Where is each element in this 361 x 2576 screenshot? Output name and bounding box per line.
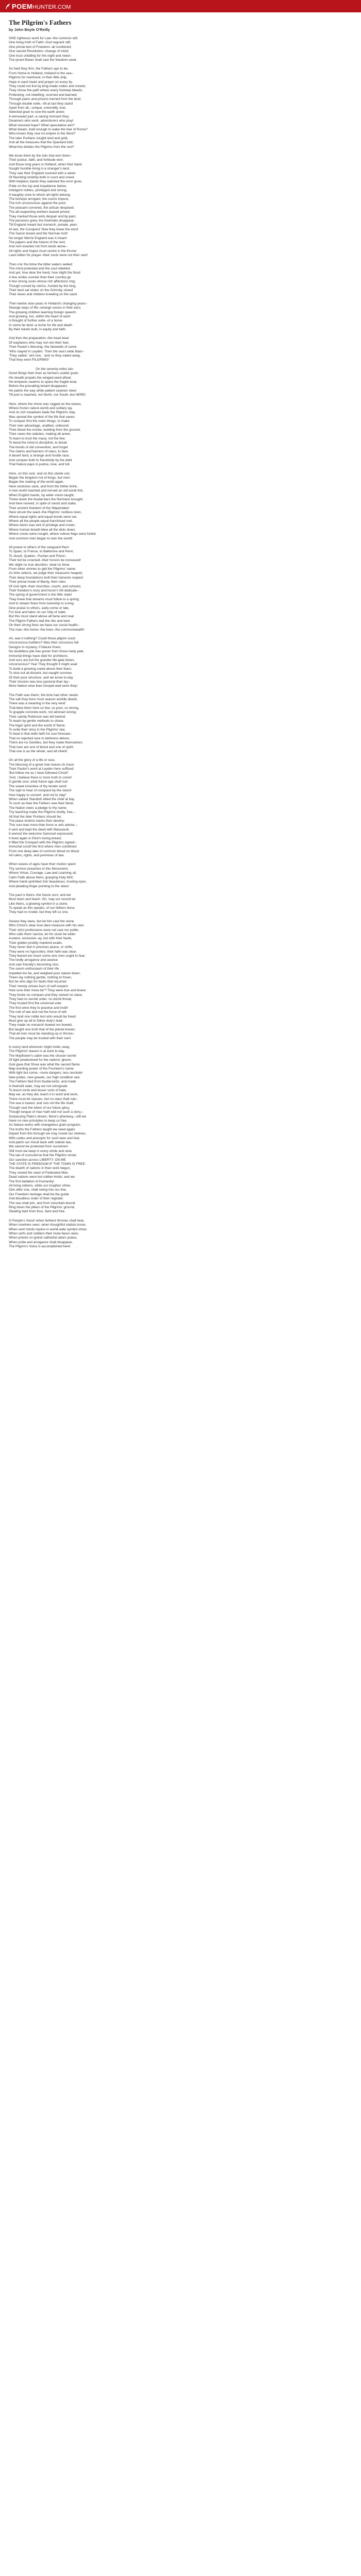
poem-line: Though cursed by clerics, hunted by the king, xyxy=(9,284,76,288)
poem-line: The sweet incentive of thy tender word: xyxy=(9,784,68,788)
poem-line: The growing children learning foreign speech; xyxy=(9,310,77,314)
poem-line: Pilgrims for manhood, in their little ship, xyxy=(9,76,68,80)
poem-line: Surpassing Plato's dream, More's phantasy,--still we xyxy=(9,1114,87,1118)
poem-line: To bend the mind to discipline; to break xyxy=(9,441,67,445)
poem-line: ONE righteous word for Law--the common will; xyxy=(9,37,78,40)
poem-line: To learn to trust the many, not the few; xyxy=(9,436,66,440)
poem-line: Give praise to others, early-come or late, xyxy=(9,606,70,610)
poem-line: To conquer first the outer things; to make xyxy=(9,419,70,423)
poem-line: That blew them here so few, so poor, so strong, xyxy=(9,706,79,710)
poem-line: The later Puritans sought land and gold, xyxy=(9,136,69,140)
poem-line: Where human breath blew all the idols down; xyxy=(9,528,76,532)
poem-stanza xyxy=(9,472,352,541)
poem-line: Protesting, not rebelling; scorned and banned; xyxy=(9,93,77,97)
poem-line: And rent exacted not from lands alone-- xyxy=(9,245,68,249)
poem-stanza xyxy=(9,402,352,467)
poem-line: All rulers, rights, and premises of law. xyxy=(9,854,64,858)
poem-line: Dead nations were but robber-holds; and we xyxy=(9,1175,75,1179)
poem-line: They trusted first the universal vote; xyxy=(9,1002,62,1006)
poem-line: From other shrines to gild the Pilgrims' name: xyxy=(9,567,76,571)
poem-line: What visioned hope? What speculative aim? xyxy=(9,123,75,127)
poem-line: Till port is reached, not North, nor South, but HERE! xyxy=(9,393,86,397)
poem-line: The claims and barriers of class; to face xyxy=(9,449,68,453)
poem-line: Of light predestined for the nations' gloom; xyxy=(9,1058,72,1062)
poem-line: Pride on the top and impatience below; xyxy=(9,184,67,188)
poem-line: When English hands, by wider vision taught, xyxy=(9,493,75,497)
poem-line: We know them by the toils that won them-- xyxy=(9,154,72,158)
poem-line: The rich unconscious against the poor; xyxy=(9,201,67,206)
poem-line: That no rejected race in darkness delves; xyxy=(9,736,70,740)
poem-line: The tyrant-flower shall cast the freedom-seed. xyxy=(9,58,77,62)
poem-line: Their mission was less pastoral than lay-- xyxy=(9,680,71,684)
poem-line: No doubtless pile has grown from those lowly pale, xyxy=(9,650,85,654)
poem-line: Their saintly Robinson was left behind xyxy=(9,715,65,719)
poem-line: 'But follow me as I have followed Christ!' xyxy=(9,771,69,775)
poem-line: The Pilgrim Fathers laid the ribs and keel. xyxy=(9,619,71,623)
poem-line: And conquer both to friendship by the debt xyxy=(9,458,72,462)
poem-line: To build a growing creed above their fears; xyxy=(9,667,72,671)
poem-line: A haughty crew to whom all rights belong; xyxy=(9,193,71,197)
poem-line: His breath propels the winged-seed afloat; xyxy=(9,376,72,380)
poem-line: They never lied in precious peace, or strife; xyxy=(9,945,73,950)
poem-stanza xyxy=(9,263,352,297)
poem-line: For love and labor on our ship of state; xyxy=(9,610,67,614)
poem-line: Who calls them narrow, let his stuck be wider xyxy=(9,932,76,936)
poem-line: The Mayflower's cabin was the chosen womb xyxy=(9,1054,76,1058)
poem-line: Threw down the feudal bars the Normans brought, xyxy=(9,497,84,501)
poem-line: The sigh to hear of conquest by the sword xyxy=(9,789,72,793)
poem-stanza xyxy=(9,693,352,754)
site-logo[interactable] xyxy=(5,3,71,10)
poem-line: As Nature works with changeless grain program, xyxy=(9,1123,81,1127)
poem-line: Selected grain to sow the earth anew; xyxy=(9,110,65,114)
poem-line: Apart from all,--unique, unworldly, true, xyxy=(9,106,67,110)
poem-line: Then o'er the brine the bitter waters welled: xyxy=(9,262,73,266)
poem-line: To grapple concrete work, not abstract wrong; xyxy=(9,710,77,715)
author-link[interactable]: by John Boyle O'Reilly xyxy=(9,27,50,32)
poem-line: Through pains and prisons harried from the land; xyxy=(9,97,81,101)
logo-text-suffix: HUNTER.COM xyxy=(32,4,71,10)
poem-line: Where doom was writ of privilege and crown; xyxy=(9,523,76,528)
poem-line: God gave that Show was what the sacred flame xyxy=(9,1062,80,1066)
poem-line: Began the kingdom not of kings, but men: xyxy=(9,476,71,480)
poem-body xyxy=(9,37,352,1249)
poem-line: To write their story in the Pilgrims' law, xyxy=(9,727,65,732)
poem-line: Impelled too far, and weighed poor nature down; xyxy=(9,971,81,975)
poem-line: Have no new principles to keep us free. xyxy=(9,1118,68,1123)
poem-line: Their ancient freedom of the Wapentake! xyxy=(9,506,70,510)
poem-line: With codes and precepts for such laws and fear, xyxy=(9,1136,80,1140)
poem-line: One primal test of Freedom--all combined; xyxy=(9,45,72,49)
poem-line: They sowed the seed of Federated Man. xyxy=(9,1171,69,1175)
poem-line: Designs in mystery, if Nature frown, xyxy=(9,645,62,649)
poem-line: The bonds of old convention, and forget xyxy=(9,445,68,449)
poem-line: They knew that streams must follow to a spring; xyxy=(9,597,80,601)
poem-line: The Nation owes a pledge to thy name; xyxy=(9,806,68,810)
poem-line: One trust unfailing for the night and need-- xyxy=(9,54,72,58)
poem-line: Of civil right--their churches, courts, and schools; xyxy=(9,584,81,588)
poem-line: Thy teaching made the Pilgrims kindly, free,-- xyxy=(9,810,76,815)
poem-line: Here struck the seed--the Pilgrims' roofless town, xyxy=(9,511,82,515)
poem-line: Severe they were, but let him cast the stone xyxy=(9,919,74,923)
poem-line: A few smiles sunnier than their country-go xyxy=(9,275,71,279)
poem-title: The Pilgrim's Fathers xyxy=(9,19,72,26)
poem-line: Before the prevailing tenant disappears xyxy=(9,384,68,388)
poem-line: Their land sat stolen on the Grimsby strand xyxy=(9,289,73,293)
poem-line: All that the later Puritans should be; xyxy=(9,815,62,819)
poem-line: In some far land--a home for life and death xyxy=(9,323,72,327)
poem-line: Their deep foundations built their harvests reaped; xyxy=(9,575,84,580)
poem-line: The blessing of a great man leaves its trace; xyxy=(9,762,75,767)
poem-stanza xyxy=(9,546,352,632)
poem-line: All praise to others of the vanguard then! xyxy=(9,545,70,549)
poem-line: But taught one truth that of the planet known, xyxy=(9,1027,76,1031)
poem-line: They had no servile order, no dumb throat; xyxy=(9,997,72,1002)
poem-line: On the seventy-miles lain xyxy=(36,367,73,371)
feather-icon xyxy=(5,3,11,10)
poem-line: Who Christ's clear love dare measure with his own. xyxy=(9,924,85,928)
poem-line: To such as thee the Fathers owe their fame; xyxy=(9,802,74,806)
poem-line: The bigot spirit and the world of flame; xyxy=(9,723,66,727)
poem-line: Theirs lay nothing gentle, nothing to frown, xyxy=(9,976,72,980)
poem-line: Where Virtue, Courage, Law and Learning sit; xyxy=(9,871,77,875)
poem-line: Hope in each heart and prayer on every lip. xyxy=(9,80,73,84)
poem-stanza xyxy=(9,920,352,1041)
poem-line: Their Pastor's blessing--the farewells of some xyxy=(9,345,77,349)
poem-line: A desert land, a strange and hostile race, xyxy=(9,454,70,458)
poem-line: The Pilgrims' leaven is at work to-day. xyxy=(9,1049,65,1054)
poem-line: Ring down the pillars of the Pilgrims' ground, xyxy=(9,1206,75,1210)
poem-line: Their toil be crowned--their honors be increased! xyxy=(9,558,81,563)
poem-author xyxy=(9,27,352,32)
poem-line: The mind protested and the soul rebelled; xyxy=(9,266,71,270)
poem-line: Their cares the statutes, making all anew; xyxy=(9,432,71,436)
poem-line: When sent minds rejoice in world-wide symbol show; xyxy=(9,1227,88,1231)
poem-line: Their merely virtues burn of self-respect xyxy=(9,984,68,988)
poem-line: THE STATE IS FREEDOM IF THE TOWN IS FREE. xyxy=(9,1162,86,1166)
poem-line: Their wives and children kneeling on the sand. xyxy=(9,293,78,297)
poem-line: They could not live by king-made codes and creeds; xyxy=(9,84,86,88)
poem-line: To beat in that wide faith his soul foresaw-- xyxy=(9,732,72,736)
poem-line: Unconscious? Yea! They thought it might avail xyxy=(9,663,77,667)
poem-line: Map-wording power of the Fourteen's name: xyxy=(9,1067,75,1071)
poem-line: That one is as the whole, and all inherit. xyxy=(9,749,68,753)
poem-line: New prides, new greeds, our high condition see; xyxy=(9,1075,80,1079)
poem-line: And growing, too, within the heart of each xyxy=(9,314,71,318)
poem-stanza xyxy=(9,862,352,888)
poem-line: Thy sermon preaches in this Monument, xyxy=(9,867,69,871)
poem-line: Our sanction across LIBERTY, ON ME xyxy=(9,1158,66,1162)
poem-line: So held they firm, the Fathers aye to be, xyxy=(9,67,69,71)
poem-line: It earned the welcome Samoset expressed; xyxy=(9,832,74,836)
site-header xyxy=(0,0,361,12)
poem-line: To shut out all dissent, but naught survives xyxy=(9,671,72,675)
poem-line: To Jesuit, Quaker,--Puritan and Priest-- xyxy=(9,554,67,558)
poem-line: Their Pastor's word at Leyden here sufficed: xyxy=(9,767,74,771)
poem-line: To Spain, to France, to Baltimore and Penn; xyxy=(9,550,74,554)
poem-line: The first battalion of Humanity! xyxy=(9,1179,55,1183)
poem-line: How happy to convert, and not to slay!' xyxy=(9,793,67,797)
poem-line: The sworn enthusiasm of their life xyxy=(9,967,59,971)
poem-line: One sacred Revolution--change of mind; xyxy=(9,49,69,54)
poem-line: It filled the Compact with the Pilgrims signed-- xyxy=(9,840,77,844)
poem-line: They land one noble test who would be freed: xyxy=(9,1014,77,1019)
poem-line: We slight no true devotion, steal no fame xyxy=(9,563,70,567)
poem-line: They made no monarch bowed nor bowed, xyxy=(9,1023,73,1027)
poem-line: The peasant cornered, the artisan despised; xyxy=(9,206,75,210)
poem-line: 'Who stayed in Leyden. Then the sea's wide blast-- xyxy=(9,349,85,353)
poem-line: Their strict professions were not cast nor polite; xyxy=(9,928,79,932)
poem-line: There must be classes, but no class thall rule-- xyxy=(9,1097,78,1101)
poem-line: One living truth of Faith--God regnant still; xyxy=(9,41,71,45)
poem-line: By their hands built, in equity and faith. xyxy=(9,328,67,332)
poem-line: Still must we keep in every stride and wise xyxy=(9,1149,72,1153)
poem-line: It sent and kept the deed with Massasoit; xyxy=(9,827,70,832)
poem-line: And common men began to own the world! xyxy=(9,536,73,540)
poem-line: The lordly arrogance and avarice xyxy=(9,958,58,962)
poem-line: The rule of law and not the force of will; xyxy=(9,1010,68,1014)
poem-line: Immortal things have died for architects; xyxy=(9,654,69,658)
poem-line: Was spread the symbol of the life that saves: xyxy=(9,415,76,419)
poem-line: And then the preparation--the heart-beat xyxy=(9,336,69,341)
poem-line: To speak as this speaks, of our fathers done. xyxy=(9,906,75,910)
poem-line: The past is theirs--the future ours; and we xyxy=(9,893,71,897)
poem-line: Though vast the token of our future glory, xyxy=(9,1106,70,1110)
poem-line: A freehold state, may we not retrograde xyxy=(9,1084,68,1088)
poem-line: No longer Merrie England was it meant xyxy=(9,236,67,240)
poem-line: To teach by gentle methods to chase xyxy=(9,719,63,723)
poem-line: And patch our moral back with statute law, xyxy=(9,1140,72,1144)
poem-line: O gentle soul, what future age shall ruin xyxy=(9,780,68,784)
poem-stanza xyxy=(9,37,352,62)
poem-line: That men are one of blood and one of spirit; xyxy=(9,745,74,749)
poem-line: Through double exile,--till at last they stand xyxy=(9,101,73,106)
poem-line: Like theirs, a glowing symbol in a stone, xyxy=(9,902,68,906)
poem-line: The law of conscience that the Pilgrims wrote; xyxy=(9,1154,77,1158)
poem-line: The pensions grew, the freeholds disappear; xyxy=(9,219,75,223)
poem-line: And here revived, in spite of sword and stake, xyxy=(9,502,77,506)
poem-line: And yet, how dear the hand, how slight the flood xyxy=(9,271,80,275)
poem-container xyxy=(0,12,361,2576)
poem-line: Laws bitten for prayer--their souls were not their own! xyxy=(9,253,88,258)
poem-line: A thought of further exile--of a home xyxy=(9,319,62,323)
poem-line: What line divides the Pilgrims from the rest? xyxy=(9,145,74,149)
poem-line: 'They sailed,' writ one, ' and so they sailed away, xyxy=(9,354,81,358)
poem-line: They had no model; but they left us one. xyxy=(9,910,69,914)
poem-line: With helpless hands they watched the error grow, xyxy=(9,180,82,184)
poem-line: They marked those evils despair and lip-pain; xyxy=(9,214,76,218)
poem-line: The bishops arrogant, the courts impure, xyxy=(9,197,70,201)
poem-line: 'And, I believe there is more truth to come!' xyxy=(9,775,73,779)
poem-line: Their blood the mortar, building from the ground; xyxy=(9,428,81,432)
poem-line: They saw their England covered with a weed xyxy=(9,171,75,175)
poem-line: The dearth of nations in their work begun; xyxy=(9,1166,71,1171)
poem-line: But he who digs for faults that recurred xyxy=(9,980,67,984)
poem-line: The sea shall join, and from mountain-bound xyxy=(9,1201,75,1205)
poem-line: A winnowed part--a saving remnant they; xyxy=(9,114,70,118)
poem-line: And to stream flows from township to a king. xyxy=(9,602,75,606)
poem-line: They broke no compact and they owned no slave; xyxy=(9,993,83,997)
poem-line: They were no hypocrites; their faith was clear; xyxy=(9,950,77,954)
poem-line: Here centuries sank, and from the hither brink, xyxy=(9,484,78,488)
poem-line: The first were they to practise and instill xyxy=(9,1006,68,1010)
logo-text-main: POEM xyxy=(12,2,32,10)
poem-line: Austere, exclusive--ay, but with their faults, xyxy=(9,937,73,941)
poem-line: A few strong souls whose rich affections ring; xyxy=(9,280,76,284)
poem-line: At last, the Conquest' Now they knew the word xyxy=(9,227,78,231)
poem-line: This soul was more than force or arts advise,-- xyxy=(9,823,78,827)
poem-line: And bloodless order of their regicide; xyxy=(9,1197,63,1201)
poem-line: Strange ways of life--strange voices in their ears; xyxy=(9,306,81,310)
poem-line: With light but come,--more dangers, less resolute! xyxy=(9,1071,83,1075)
poem-line: When pride and arrogance shall disappear, xyxy=(9,1240,73,1244)
poem-line: The place instinct marks their destiny; xyxy=(9,819,65,823)
poem-line: Immortal scroll! the first where men combined xyxy=(9,845,77,849)
poem-line: Calm Faith above them, grasping Holy Writ; xyxy=(9,875,74,879)
poem-line: Their freedom's ivory and honor's hill dedicate-- xyxy=(9,588,79,592)
poem-line: He tempests swarms to spare the fragile boat; xyxy=(9,380,77,384)
poem-line: How sure their more-tar'? They were true and brave; xyxy=(9,989,87,993)
poem-line: But this must stand above all fame and zeal: xyxy=(9,615,75,619)
poem-line: In every land wherever might holds sway, xyxy=(9,1045,70,1049)
poem-line: They chose the path where every footstep bleeds. xyxy=(9,89,83,93)
poem-line: Of their poor structure, and we know to-day xyxy=(9,675,73,680)
poem-line: Their primal mode of liberty, their rules xyxy=(9,580,66,584)
poem-line: Sought humble living in a stranger's land. xyxy=(9,167,70,171)
poem-line: All living nations, while our toughen shine, xyxy=(9,1184,71,1188)
poem-line: When waves of ages have their motion spent xyxy=(9,862,76,867)
poem-stanza xyxy=(9,336,352,362)
poem-line: Their golden probity mankind exalts, xyxy=(9,941,63,945)
poem-line: More Nation-wise than Gospel-wed were they! xyxy=(9,684,78,688)
poem-line: What dream, bold enough to wake the fear of Rome? xyxy=(9,128,88,132)
poem-line: And pleading finger pointing to the skies! xyxy=(9,884,70,888)
poem-line: There was a meaning in the very wind xyxy=(9,702,65,706)
poem-line: Though tongue of man hath told not such a story,-- xyxy=(9,1110,84,1114)
poem-stanza xyxy=(9,67,352,149)
poem-line: And no rich meadows bade the Pilgrims stay, xyxy=(9,411,76,415)
poem-line: When priests on grand cathedral altars praise, xyxy=(9,1236,77,1240)
poem-line: O People's Voice! when farthest thrones shall hear, xyxy=(9,1218,85,1223)
poem-line: That they were PILGRIMS!' xyxy=(9,358,50,362)
poem-line: And all the treasures that the Spaniard told; xyxy=(9,141,74,145)
poem-line: Indulgent nobles, privileged and strong, xyxy=(9,189,68,193)
poem-line: Depart from this through we may crowd our shelves, xyxy=(9,1132,87,1136)
poem-line: Here, on this rock, and on this sterile soil, xyxy=(9,471,70,476)
poem-stanza xyxy=(9,154,352,258)
poem-stanza xyxy=(9,302,352,332)
poem-line: And vain friendly's becoming vice; xyxy=(9,962,59,967)
poem-line: From one deep lake of common blood on blood xyxy=(9,849,79,853)
poem-line: To bourn lords and lesser sorts of hate, xyxy=(9,1089,67,1093)
poem-line: As time selects, we judge their measures heaped; xyxy=(9,571,83,575)
poem-line: One after one, shall swing into our line; xyxy=(9,1188,67,1192)
poem-stanza xyxy=(9,758,352,858)
poem-line: Stealing faint from thus, faint and free. xyxy=(9,1210,65,1214)
poem-line: He paints the way while patient seamen steer; xyxy=(9,388,77,393)
poem-line: Must give up all to follow duty's lead; xyxy=(9,1019,63,1023)
poem-line: All rights and hopes must centre in the throne: xyxy=(9,249,77,253)
poem-line: And those long years in Holland, when their band xyxy=(9,162,82,166)
poem-line: Their justice, faith, and fortitude won; xyxy=(9,158,64,162)
poem-line: On all the glory of a life or race, xyxy=(9,758,56,762)
poem-line: When serfs and soldiers their mute-faces raise; xyxy=(9,1231,79,1235)
poem-line: The truths the Fathers taught we need again; xyxy=(9,1127,76,1131)
poem-line: The all-supporting workers leased priced; xyxy=(9,210,70,214)
poem-line: The papers and the tokens of the rent; xyxy=(9,241,66,245)
logo-text xyxy=(12,3,71,10)
poem-line: Their own advantage, unallied, unbound; xyxy=(9,423,70,428)
poem-line: The salt they bore must season worldly deeds. xyxy=(9,698,78,702)
poem-line: The sea is lowest, and ruts not the life shall; xyxy=(9,1101,74,1106)
poem-line: Our Freedom heritage shall be the guide xyxy=(9,1192,69,1196)
poem-line: Where crests were nought, where vulture flags were furled, xyxy=(9,532,96,536)
poem-line: Where frozen nature dumb and solitary lay, xyxy=(9,406,73,410)
poem-line: Till England meant but monarch, prelate, peer; xyxy=(9,223,78,227)
poem-line: A new world reached and nerved an old world link, xyxy=(9,489,84,493)
poem-line: The Saxon tenant and the Norman lord! xyxy=(9,232,68,236)
poem-stanza xyxy=(9,1219,352,1249)
poem-line: On their strong lines we base our social health-- xyxy=(9,623,80,628)
poem-line: The people may be trusted with their own! xyxy=(9,1036,71,1040)
poem-stanza xyxy=(9,893,352,915)
poem-line: Then twelve slow years in Holland's changing years-- xyxy=(9,301,88,306)
poem-line: Where equal rights and equal bonds were set, xyxy=(9,515,77,519)
poem-line: Began the making of the world again. xyxy=(9,480,64,484)
poem-line: Here, where the shore was rugged as the waves, xyxy=(9,402,82,406)
poem-line: When nowhere seen; when thoughtful statists know; xyxy=(9,1223,86,1227)
poem-line: May we, as they did, teach it in word and work, xyxy=(9,1093,78,1097)
poem-line: We cannot be protected from ourselves! xyxy=(9,1145,69,1149)
poem-line: Where all the people equal-franchised met; xyxy=(9,519,73,523)
poem-line: The man--the home--the town--the commonwealth! xyxy=(9,628,85,632)
poem-line: The spring of government is the little state! xyxy=(9,593,72,597)
poem-line: The Pilgrim's Voice is accomplished here! xyxy=(9,1245,71,1249)
poem-stanza xyxy=(9,637,352,689)
poem-line: The Faith was theirs; the time had other needs. xyxy=(9,693,79,697)
poem-line: Where hand-sprinkled Zeir beauteous, trusting eyes, xyxy=(9,880,87,884)
poem-line: Good things their lives as farmers scatter grain; xyxy=(9,371,79,376)
poem-stanza xyxy=(9,1045,352,1214)
poem-line: They feared too much some sins men ought to fear; xyxy=(9,954,86,958)
poem-line: There are no Gentiles, but they make themselves; xyxy=(9,741,83,745)
poem-line: Of flaunting lordship both in court and creed. xyxy=(9,175,75,179)
poem-line: Who knows they sow no empire in the West? xyxy=(9,132,76,136)
poem-line: When valiant Standish killed the chief at bay xyxy=(9,797,75,801)
poem-stanza xyxy=(9,367,352,398)
poem-line: From Home to Holland, Holland to the sea-- xyxy=(9,71,74,75)
poem-line: Must learn and teach. Oh, may our record be xyxy=(9,897,76,902)
poem-line: It lived again in Eliot's loving breast; xyxy=(9,836,62,840)
poem-line: Unconscious builders? Was their conscious fall xyxy=(9,641,79,645)
poem-line: Of wayfarers who may not rest their feet; xyxy=(9,341,70,345)
poem-line: The Fathers fled from feudal-lords, and made xyxy=(9,1080,76,1084)
poem-line: That Nature pays to justice, love, and toil. xyxy=(9,463,71,467)
poem-line: That all men must be standing up or throne-- xyxy=(9,1032,75,1036)
poem-line: And ours are but the grander life-gate blows. xyxy=(9,658,75,662)
poem-line: Dreamers who work; adventurers who pray! xyxy=(9,119,74,123)
poem-line: Ah, was it nothing? Could those pilgrim souls xyxy=(9,636,76,640)
